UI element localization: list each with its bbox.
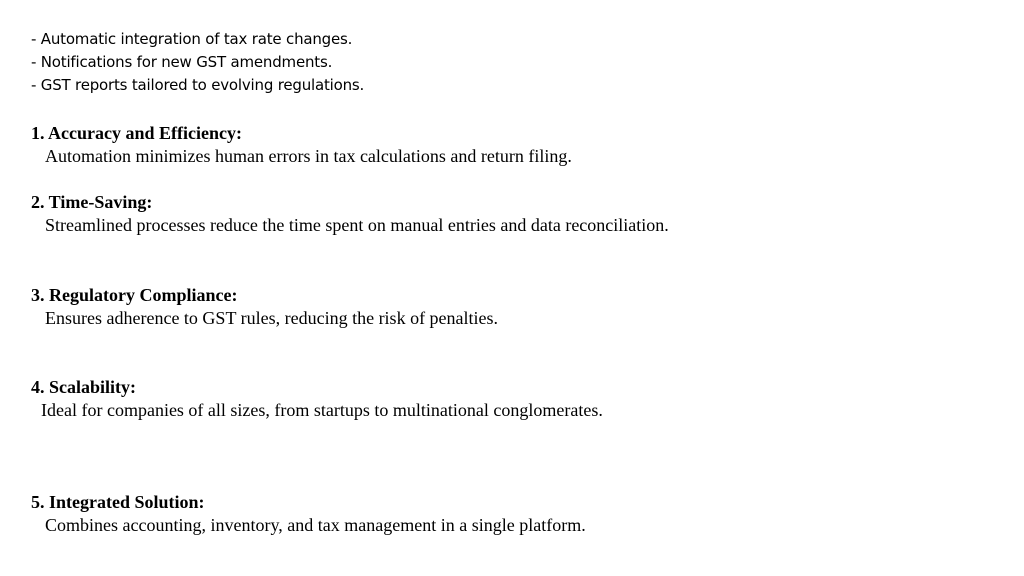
benefit-description: Streamlined processes reduce the time spent on manual entries and data reconciliation. xyxy=(45,215,669,235)
benefit-time-saving xyxy=(31,191,669,237)
bullet-item: - Automatic integration of tax rate changes. xyxy=(31,30,353,48)
benefit-regulatory-compliance xyxy=(31,284,498,330)
benefit-title: 4. Scalability: xyxy=(31,377,137,397)
bullet-item: - GST reports tailored to evolving regulations. xyxy=(31,76,365,94)
benefit-accuracy xyxy=(31,122,572,168)
benefit-title: 1. Accuracy and Efficiency: xyxy=(31,123,242,143)
benefit-integrated-solution xyxy=(31,491,586,537)
feature-bullet-list xyxy=(31,28,364,97)
bullet-item: - Notifications for new GST amendments. xyxy=(31,53,333,71)
benefit-description: Ideal for companies of all sizes, from startups to multinational conglomerates. xyxy=(41,400,603,420)
benefit-description: Combines accounting, inventory, and tax management in a single platform. xyxy=(45,515,586,535)
benefit-title: 3. Regulatory Compliance: xyxy=(31,285,238,305)
benefit-scalability xyxy=(31,376,603,422)
benefit-description: Automation minimizes human errors in tax calculations and return filing. xyxy=(45,146,572,166)
benefit-title: 5. Integrated Solution: xyxy=(31,492,205,512)
benefit-description: Ensures adherence to GST rules, reducing the risk of penalties. xyxy=(45,308,499,328)
benefit-title: 2. Time-Saving: xyxy=(31,192,153,212)
